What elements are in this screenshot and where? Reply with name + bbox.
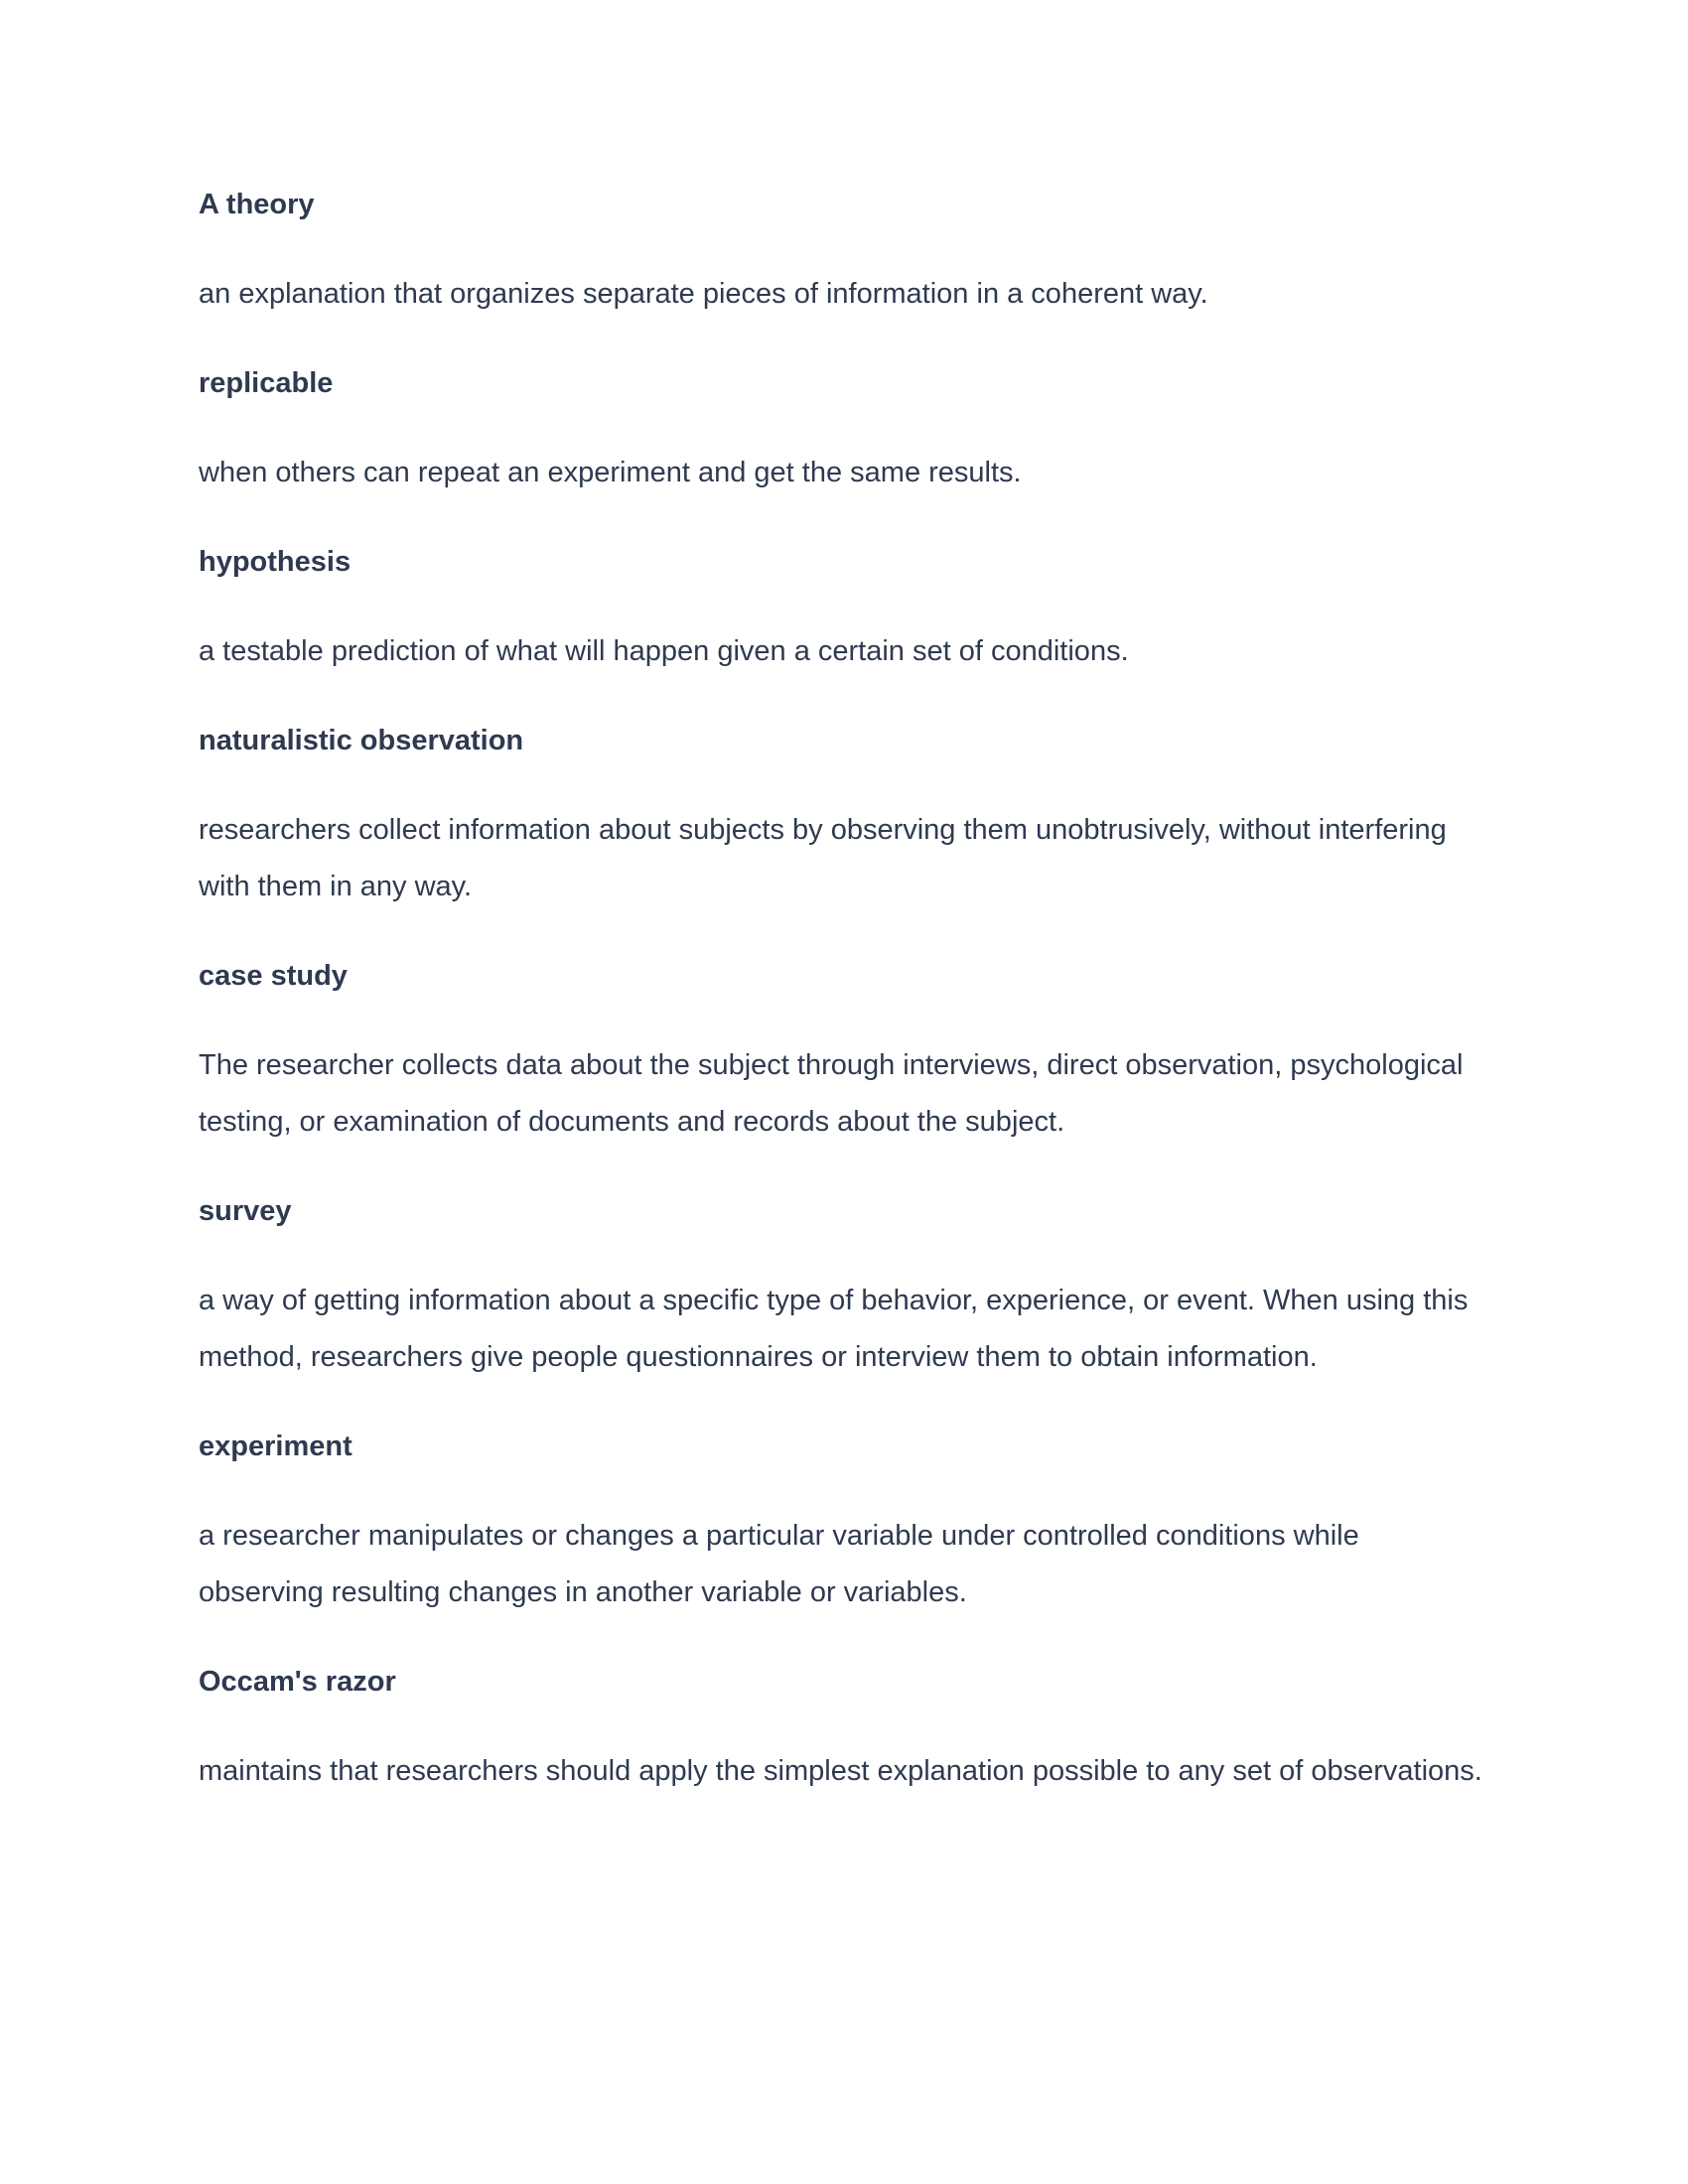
term-heading: survey	[199, 1195, 292, 1227]
term-definition: a way of getting information about a specific type of behavior, experience, or event. When using this method, researchers give people questionnaires or interview them to obtain information.	[199, 1285, 1469, 1373]
glossary-entry	[199, 177, 1489, 323]
glossary-entry	[199, 1654, 1489, 1800]
term-heading: hypothesis	[199, 546, 352, 578]
glossary-list	[199, 177, 1489, 1800]
glossary-entry	[199, 355, 1489, 501]
term-heading: Occam's razor	[199, 1666, 396, 1698]
term-definition: an explanation that organizes separate pieces of information in a coherent way.	[199, 278, 1208, 310]
glossary-entry	[199, 948, 1489, 1151]
glossary-entry	[199, 534, 1489, 680]
term-definition: when others can repeat an experiment and get the same results.	[199, 457, 1022, 488]
glossary-entry	[199, 713, 1489, 915]
term-heading: replicable	[199, 367, 334, 399]
glossary-entry	[199, 1419, 1489, 1621]
term-definition: researchers collect information about subjects by observing them unobtrusively, without interfering with them in any way.	[199, 814, 1447, 902]
term-definition: a researcher manipulates or changes a particular variable under controlled conditions while observing resulting changes in another variable or variables.	[199, 1520, 1359, 1608]
term-definition: a testable prediction of what will happen given a certain set of conditions.	[199, 635, 1129, 667]
term-heading: experiment	[199, 1431, 352, 1462]
term-definition: maintains that researchers should apply the simplest explanation possible to any set of observations.	[199, 1755, 1482, 1787]
term-heading: naturalistic observation	[199, 725, 524, 756]
glossary-entry	[199, 1183, 1489, 1386]
term-definition: The researcher collects data about the subject through interviews, direct observation, psychological testing, or examination of documents and records about the subject.	[199, 1049, 1464, 1138]
term-heading: case study	[199, 960, 348, 992]
term-heading: A theory	[199, 189, 315, 220]
